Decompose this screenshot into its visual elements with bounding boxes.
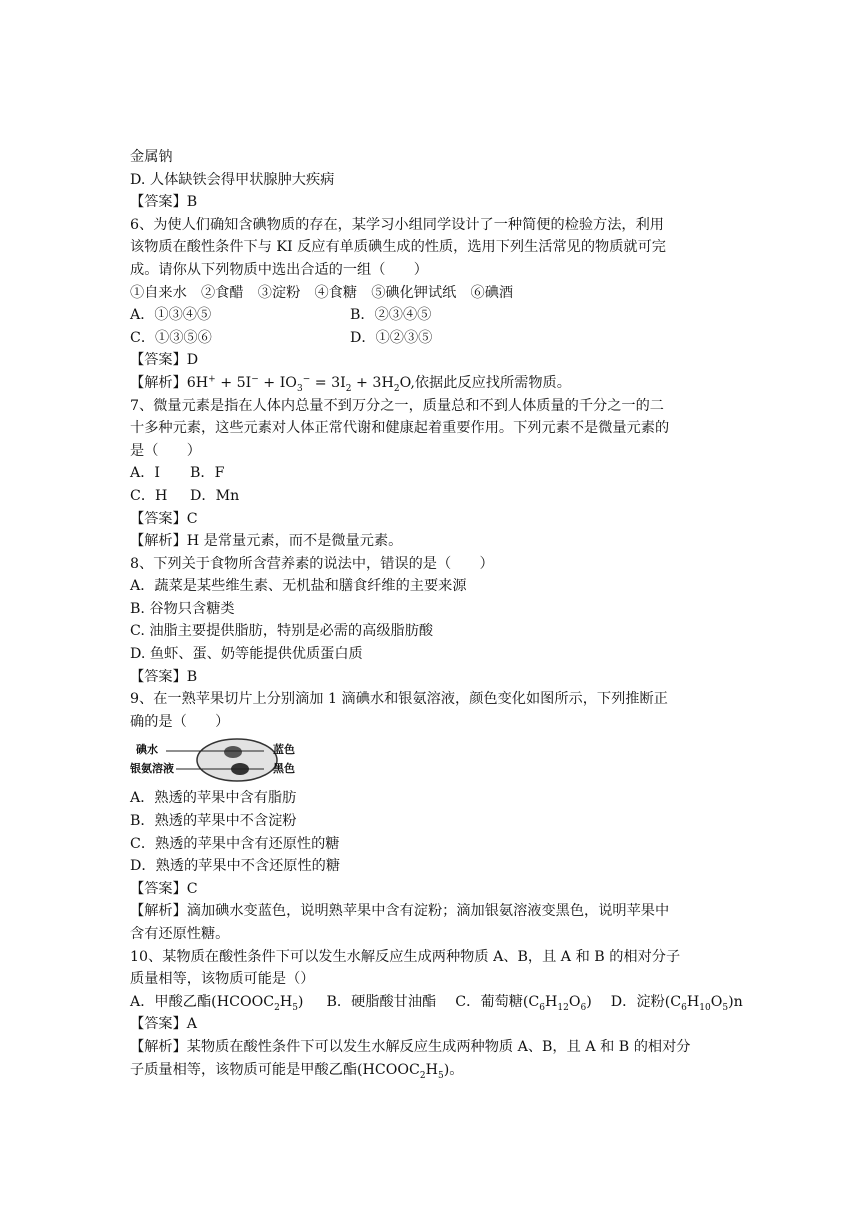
option-a bbox=[130, 993, 304, 1013]
subscript: 5 bbox=[722, 1002, 729, 1013]
figure-label-iodine: 碘水 bbox=[136, 743, 158, 757]
option-c: C．①③⑤⑥ bbox=[130, 329, 212, 346]
superscript: − bbox=[302, 374, 311, 385]
question-8: 8、下列关于食物所含营养素的说法中，错误的是（ ） bbox=[130, 555, 494, 572]
text: )n bbox=[728, 993, 743, 1010]
options-row bbox=[130, 485, 730, 508]
subscript: 12 bbox=[557, 1002, 569, 1013]
option-c: C．熟透的苹果中含有还原性的糖 bbox=[130, 835, 340, 852]
answer: 【答案】D bbox=[130, 352, 199, 369]
answer: 【答案】C bbox=[130, 510, 198, 527]
question-7-line: 十多种元素，这些元素对人体正常代谢和健康起着重要作用。下列元素不是微量元素的 bbox=[130, 420, 670, 437]
apple-slice-figure bbox=[130, 733, 730, 787]
document-page bbox=[130, 146, 743, 1081]
subscript: 2 bbox=[345, 383, 352, 394]
option-b: B．熟透的苹果中不含淀粉 bbox=[130, 813, 297, 830]
option-b: B．F bbox=[190, 465, 225, 482]
superscript: + bbox=[208, 374, 216, 385]
explanation: 【解析】滴加碘水变蓝色，说明熟苹果中含有淀粉；滴加银氨溶液变黑色，说明苹果中 bbox=[130, 903, 670, 920]
text: + IO bbox=[258, 374, 297, 391]
text: H bbox=[279, 993, 293, 1010]
options-row bbox=[130, 991, 743, 1014]
options-row bbox=[130, 462, 730, 485]
option-d: D. 人体缺铁会得甲状腺肿大疾病 bbox=[130, 171, 335, 188]
option-d: D. 鱼虾、蛋、奶等能提供优质蛋白质 bbox=[130, 646, 363, 663]
text: O bbox=[568, 993, 581, 1010]
text: C．葡萄糖(C bbox=[455, 993, 540, 1010]
option-b: B. 谷物只含糖类 bbox=[130, 600, 235, 617]
question-9-line: 确的是（ ） bbox=[130, 713, 230, 730]
option-a: A．①③④⑤ bbox=[130, 307, 212, 324]
text: O,依据此反应找所需物质。 bbox=[399, 374, 571, 391]
iodine-drop bbox=[224, 746, 242, 758]
text: D．淀粉(C bbox=[610, 993, 682, 1010]
figure-label-silver-ammonia: 银氨溶液 bbox=[130, 762, 174, 776]
answer: 【答案】C bbox=[130, 880, 198, 897]
text: H bbox=[686, 993, 700, 1010]
option-b: B．②③④⑤ bbox=[350, 307, 432, 324]
option-a: A．熟透的苹果中含有脂肪 bbox=[130, 790, 297, 807]
answer: 【答案】A bbox=[130, 1016, 197, 1033]
question-9: 9、在一熟苹果切片上分别滴加 1 滴碘水和银氨溶液，颜色变化如图所示，下列推断正 bbox=[130, 691, 668, 708]
text: O bbox=[710, 993, 723, 1010]
text: + 3H bbox=[351, 374, 394, 391]
question-7: 7、微量元素是指在人体内总量不到万分之一，质量总和不到人体质量的千分之一的二 bbox=[130, 397, 664, 414]
subscript: 6 bbox=[580, 1002, 587, 1013]
subscript: 6 bbox=[539, 1002, 546, 1013]
text: = 3I bbox=[310, 374, 346, 391]
explanation bbox=[130, 372, 730, 395]
text-line: 金属钠 bbox=[130, 149, 173, 165]
explanation-line: 含有还原性糖。 bbox=[130, 926, 230, 942]
subscript: 3 bbox=[296, 383, 303, 394]
explanation-line bbox=[130, 1059, 730, 1082]
question-10: 10、某物质在酸性条件下可以发生水解反应生成两种物质 A、B，且 A 和 B 的相对分子 bbox=[130, 948, 681, 965]
option-a: A．蔬菜是某些维生素、无机盐和膳食纤维的主要来源 bbox=[130, 578, 467, 595]
question-10-line: 质量相等，该物质可能是（） bbox=[130, 971, 315, 988]
option-b: B．硬脂酸甘油酯 bbox=[326, 993, 437, 1010]
question-6: 6、为使人们确知含碘物质的存在，某学习小组同学设计了一种简便的检验方法，利用 bbox=[130, 216, 664, 233]
option-c: C. 油脂主要提供脂肪，特别是必需的高级脂肪酸 bbox=[130, 623, 434, 640]
subscript: 6 bbox=[681, 1002, 687, 1013]
apple-slice-outline bbox=[197, 739, 277, 781]
text: 【解析】6H bbox=[130, 374, 209, 391]
option-c: C．H bbox=[130, 487, 168, 504]
question-6-items: ①自来水 ②食醋 ③淀粉 ④食糖 ⑤碘化钾试纸 ⑥碘酒 bbox=[130, 284, 514, 301]
subscript: 2 bbox=[274, 1002, 280, 1013]
options-row bbox=[130, 304, 730, 327]
answer: 【答案】B bbox=[130, 668, 198, 685]
text: ) bbox=[586, 993, 592, 1010]
option-d bbox=[610, 993, 743, 1013]
subscript: 10 bbox=[699, 1002, 711, 1013]
option-d: D．熟透的苹果中不含还原性的糖 bbox=[130, 858, 341, 875]
option-c bbox=[455, 993, 592, 1013]
text: H bbox=[545, 993, 558, 1010]
options-row bbox=[130, 327, 730, 350]
figure-label-black: 黑色 bbox=[273, 762, 295, 776]
option-d: D．Mn bbox=[190, 487, 240, 504]
text: + 5I bbox=[215, 374, 252, 391]
superscript: − bbox=[251, 374, 259, 385]
text: )。 bbox=[443, 1061, 464, 1078]
subscript: 5 bbox=[438, 1070, 444, 1081]
question-6-line: 该物质在酸性条件下与 KI 反应有单质碘生成的性质，选用下列生活常见的物质就可完 bbox=[130, 239, 666, 256]
text: A．甲酸乙酯(HCOOC bbox=[130, 993, 275, 1010]
option-d: D．①②③⑤ bbox=[350, 329, 433, 346]
text: 子质量相等，该物质可能是甲酸乙酯(HCOOC bbox=[130, 1061, 420, 1078]
explanation: 【解析】某物质在酸性条件下可以发生水解反应生成两种物质 A、B，且 A 和 B 的相对分 bbox=[130, 1038, 691, 1055]
subscript: 2 bbox=[393, 383, 400, 394]
question-7-line: 是（ ） bbox=[130, 442, 201, 459]
answer: 【答案】B bbox=[130, 194, 198, 211]
text: H bbox=[425, 1061, 438, 1078]
text: ) bbox=[297, 993, 304, 1010]
explanation: 【解析】H 是常量元素，而不是微量元素。 bbox=[130, 533, 403, 550]
subscript: 2 bbox=[419, 1070, 426, 1081]
question-6-line: 成。请你从下列物质中选出合适的一组（ ） bbox=[130, 261, 428, 278]
figure-label-blue: 蓝色 bbox=[273, 743, 295, 757]
subscript: 5 bbox=[292, 1002, 298, 1013]
option-a: A．I bbox=[130, 465, 161, 482]
